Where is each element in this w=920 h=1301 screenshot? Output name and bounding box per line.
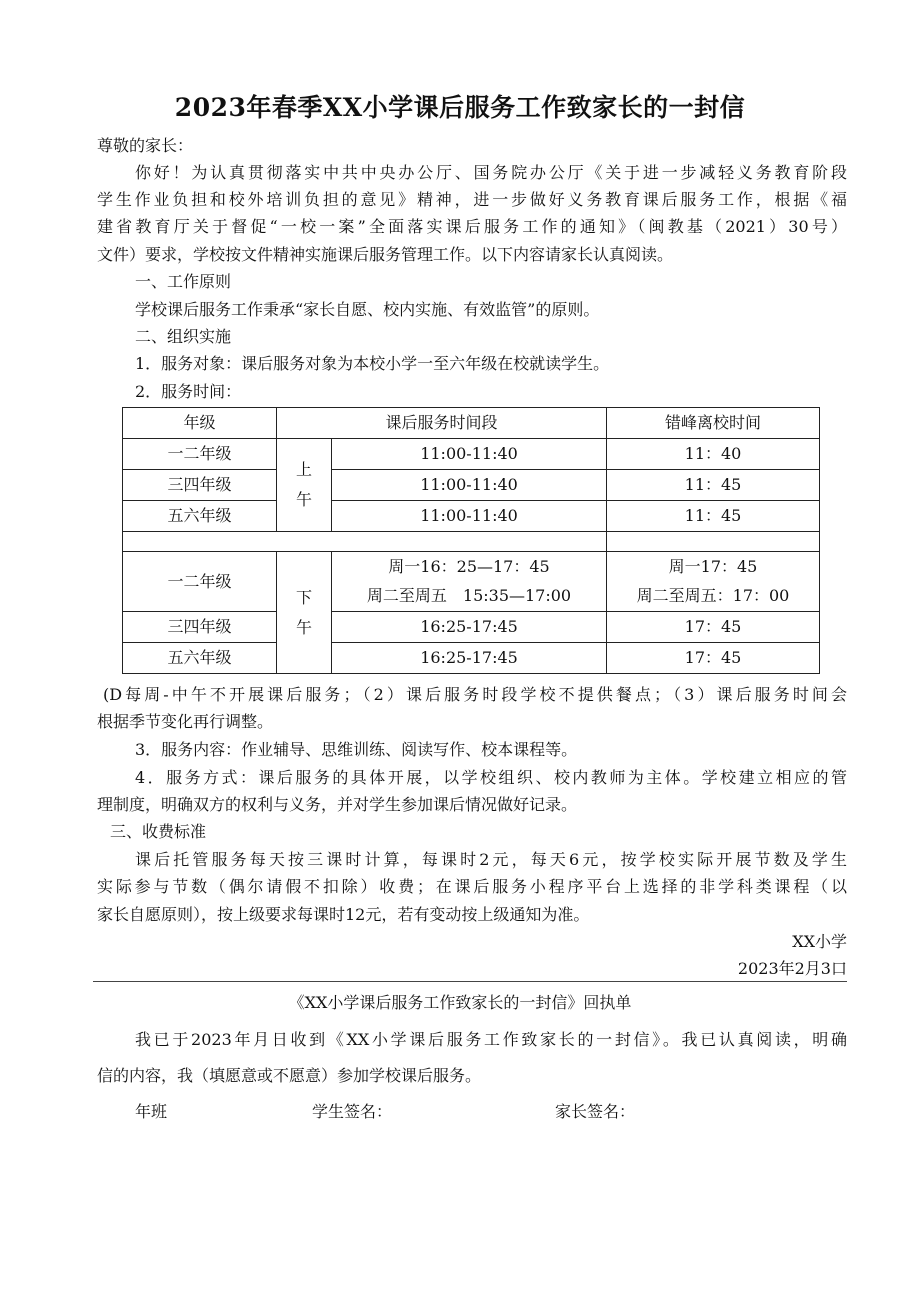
afternoon-label: 下午 (295, 587, 312, 637)
period-cell: 16:25-17:45 (332, 612, 607, 643)
period-cell: 周一16：25—17：45 (332, 552, 607, 582)
table-spacer-row (123, 532, 820, 552)
period-cell: 11:00-11:40 (332, 501, 607, 532)
receipt-body-line-2: 信的内容，我（填愿意或不愿意）参加学校课后服务。 (97, 1066, 482, 1085)
receipt-title: 《XX小学课后服务工作致家长的一封信》回执单 (288, 993, 632, 1012)
notes-line-2: 根据季节变化再行调整。 (97, 712, 274, 731)
grade-cell: 三四年级 (123, 470, 277, 501)
grade-cell: 五六年级 (123, 643, 277, 674)
intro-line-3: 建省教育厅关于督促“一校一案”全面落实课后服务工作的通知》（闽教基（2021）30号） (97, 217, 847, 236)
section-2-heading: 二、组织实施 (135, 327, 232, 346)
spacer-cell (123, 532, 607, 552)
table-row (123, 470, 820, 501)
table-row (123, 439, 820, 470)
item-3-service-content: 3．服务内容：作业辅导、思维训练、阅读写作、校本课程等。 (135, 740, 578, 759)
schedule-table (122, 407, 820, 674)
leave-cell: 11：45 (607, 470, 820, 501)
table-row (123, 552, 820, 582)
period-cell: 周二至周五 15:35—17:00 (332, 582, 607, 612)
notes-line-1: (D每周-中午不开展课后服务；（2）课后服务时段学校不提供餐点；（3）课后服务时间会 (103, 685, 847, 704)
table-row (123, 501, 820, 532)
table-row (123, 612, 820, 643)
intro-line-2: 学生作业负担和校外培训负担的意见》精神，进一步做好义务教育课后服务工作，根据《福 (97, 190, 847, 209)
grade-cell: 三四年级 (123, 612, 277, 643)
intro-line-1: 你好！为认真贯彻落实中共中央办公厅、国务院办公厅《关于进一步减轻义务教育阶段 (135, 163, 847, 182)
intro-line-4: 文件）要求，学校按文件精神实施课后服务管理工作。以下内容请家长认真阅读。 (97, 245, 674, 264)
section-3-heading: 三、收费标准 (110, 822, 207, 841)
table-header-row (123, 408, 820, 439)
signature-school: XX小学 (792, 932, 847, 951)
header-grade: 年级 (123, 408, 277, 439)
class-label: 年班 (135, 1102, 168, 1121)
leave-cell: 周二至周五：17：00 (607, 582, 820, 612)
fee-line-2: 实际参与节数（偶尔请假不扣除）收费；在课后服务小程序平台上选择的非学科类课程（以 (97, 877, 847, 896)
leave-cell: 11：45 (607, 501, 820, 532)
grade-cell: 一二年级 (123, 439, 277, 470)
period-cell: 11:00-11:40 (332, 470, 607, 501)
leave-cell: 11：40 (607, 439, 820, 470)
morning-label: 上午 (295, 460, 312, 509)
signature-date: 2023年2月3口 (737, 959, 847, 978)
letter-title: 2023年春季XX小学课后服务工作致家长的一封信 (174, 93, 746, 122)
leave-cell: 17：45 (607, 643, 820, 674)
item-2-service-time: 2．服务时间： (135, 382, 242, 401)
item-4-line-1: 4．服务方式：课后服务的具体开展，以学校组织、校内教师为主体。学校建立相应的管 (135, 768, 847, 787)
receipt-body-line-1: 我已于2023年月日收到《XX小学课后服务工作致家长的一封信》。我已认真阅读，明确 (135, 1030, 847, 1049)
header-period: 课后服务时间段 (277, 408, 607, 439)
section-1-heading: 一、工作原则 (135, 272, 232, 291)
item-1-service-target: 1．服务对象：课后服务对象为本校小学一至六年级在校就读学生。 (135, 354, 610, 373)
header-leave-time: 错峰离校时间 (607, 408, 820, 439)
fee-line-3: 家长自愿原则），按上级要求每课时12元，若有变动按上级通知为准。 (97, 905, 590, 924)
morning-label-cell (277, 439, 332, 532)
grade-cell: 五六年级 (123, 501, 277, 532)
item-4-line-2: 理制度，明确双方的权利与义务，并对学生参加课后情况做好记录。 (97, 795, 578, 814)
fee-line-1: 课后托管服务每天按三课时计算，每课时2元，每天6元，按学校实际开展节数及学生 (135, 850, 847, 869)
table-row (123, 643, 820, 674)
afternoon-label-cell (277, 552, 332, 674)
cut-line (93, 981, 847, 982)
period-cell: 16:25-17:45 (332, 643, 607, 674)
salutation: 尊敬的家长： (97, 136, 194, 155)
spacer-cell (607, 532, 820, 552)
section-1-text: 学校课后服务工作秉承“家长自愿、校内实施、有效监管”的原则。 (135, 300, 600, 319)
leave-cell: 17：45 (607, 612, 820, 643)
period-cell: 11:00-11:40 (332, 439, 607, 470)
student-signature-label: 学生签名： (312, 1102, 393, 1121)
grade-cell: 一二年级 (123, 552, 277, 612)
parent-signature-label: 家长签名： (555, 1102, 636, 1121)
leave-cell: 周一17：45 (607, 552, 820, 582)
